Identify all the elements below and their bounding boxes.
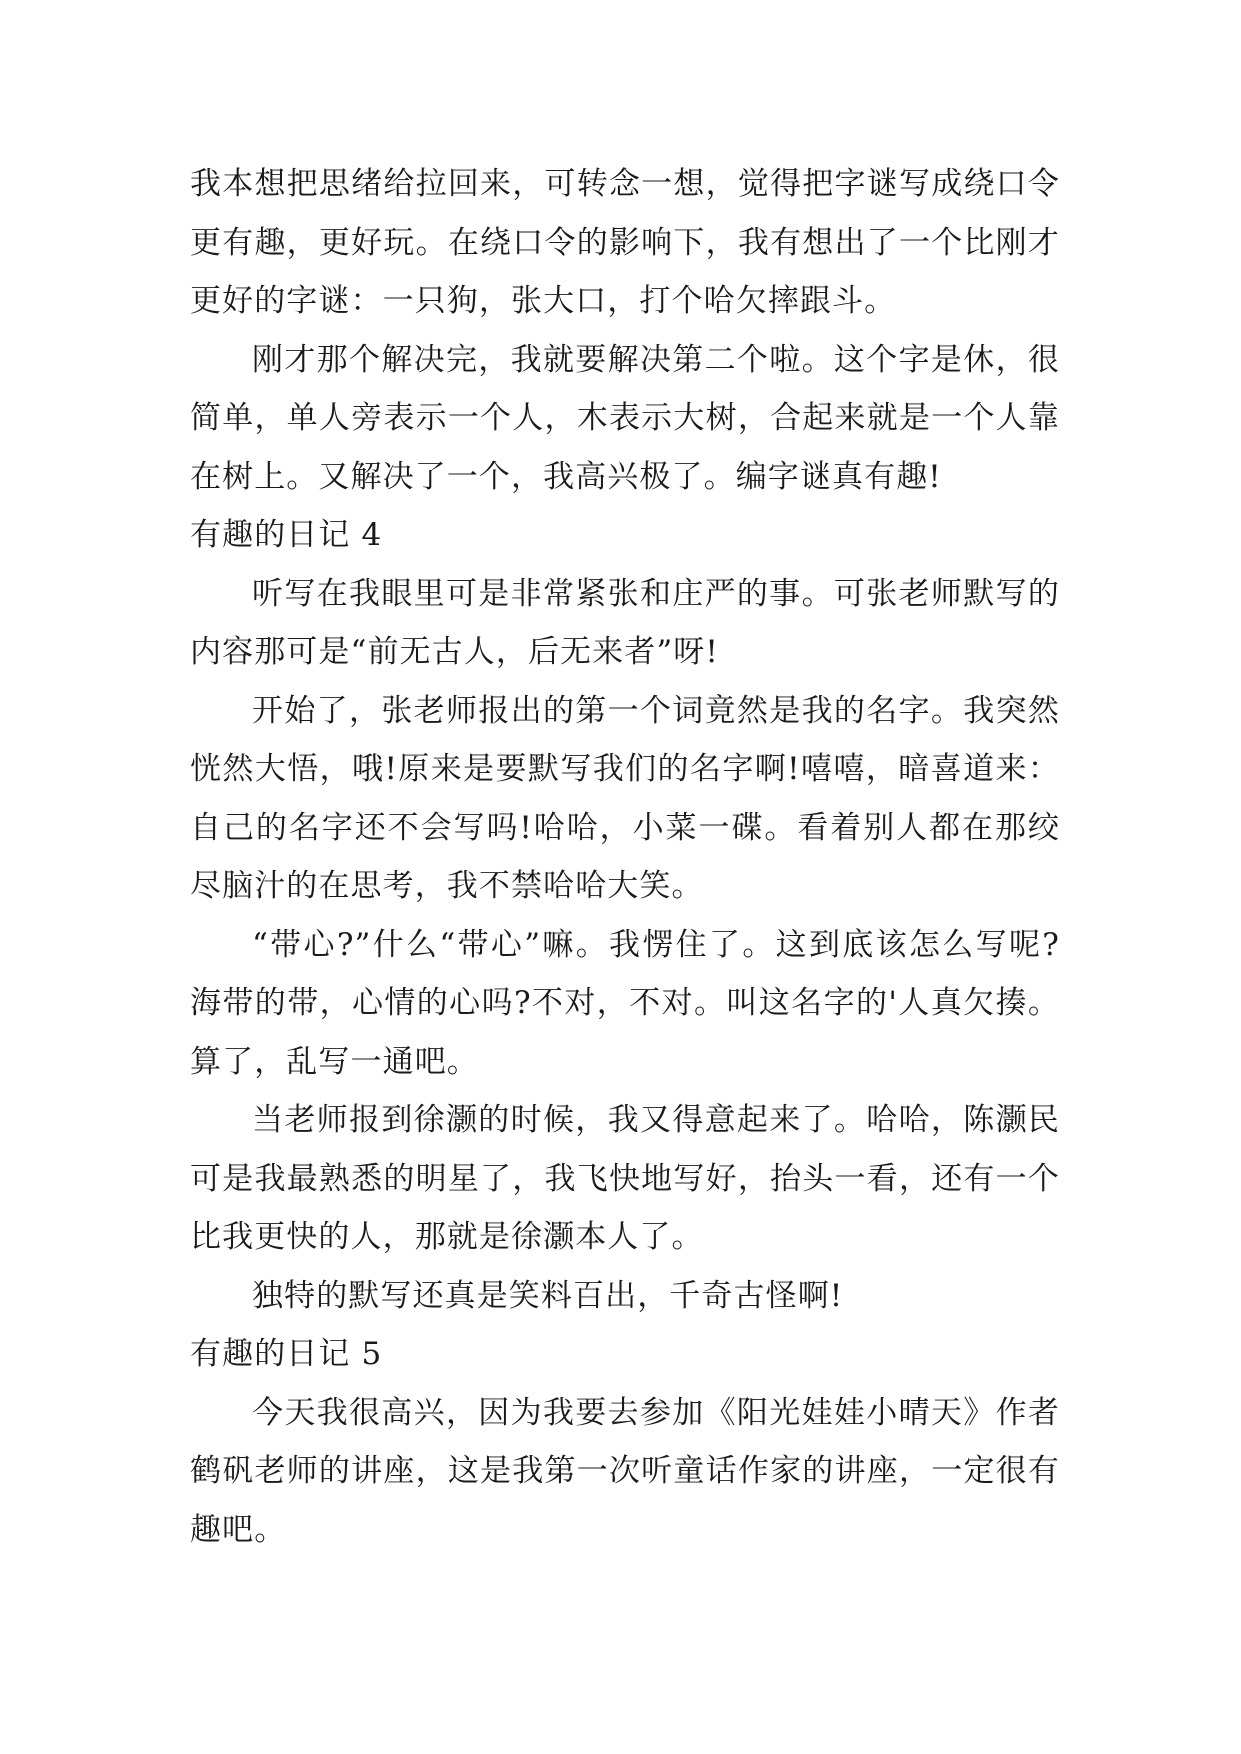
paragraph: 刚才那个解决完，我就要解决第二个啦。这个字是休，很简单，单人旁表示一个人，木表示大树，合起来就是一个人靠在树上。又解决了一个，我高兴极了。编字谜真有趣! [190, 341, 1060, 495]
paragraph: “带心?”什么“带心”嘛。我愣住了。这到底该怎么写呢?海带的带，心情的心吗?不对，不对。叫这名字的'人真欠揍。算了，乱写一通吧。 [190, 926, 1060, 1080]
document-body [190, 155, 1060, 1559]
paragraph: 听写在我眼里可是非常紧张和庄严的事。可张老师默写的内容那可是“前无古人，后无来者”呀! [190, 575, 1060, 670]
section-heading: 有趣的日记 4 [190, 517, 383, 553]
paragraph: 当老师报到徐灏的时候，我又得意起来了。哈哈，陈灏民可是我最熟悉的明星了，我飞快地写好，抬头一看，还有一个比我更快的人，那就是徐灏本人了。 [190, 1102, 1060, 1255]
paragraph: 开始了，张老师报出的第一个词竟然是我的名字。我突然恍然大悟，哦!原来是要默写我们的名字啊!嘻嘻，暗喜道来：自己的名字还不会写吗!哈哈，小菜一碟。看着别人都在那绞尽脑汁的在思考，我不禁哈哈大笑。 [190, 692, 1060, 904]
section-heading: 有趣的日记 5 [190, 1336, 383, 1372]
paragraph: 独特的默写还真是笑料百出，千奇古怪啊! [252, 1277, 844, 1314]
paragraph: 我本想把思绪给拉回来，可转念一想，觉得把字谜写成绕口令更有趣，更好玩。在绕口令的影响下，我有想出了一个比刚才更好的字谜：一只狗，张大口，打个哈欠摔跟斗。 [190, 166, 1060, 319]
paragraph: 今天我很高兴，因为我要去参加《阳光娃娃小晴天》作者鹤矾老师的讲座，这是我第一次听童话作家的讲座，一定很有趣吧。 [190, 1394, 1060, 1548]
